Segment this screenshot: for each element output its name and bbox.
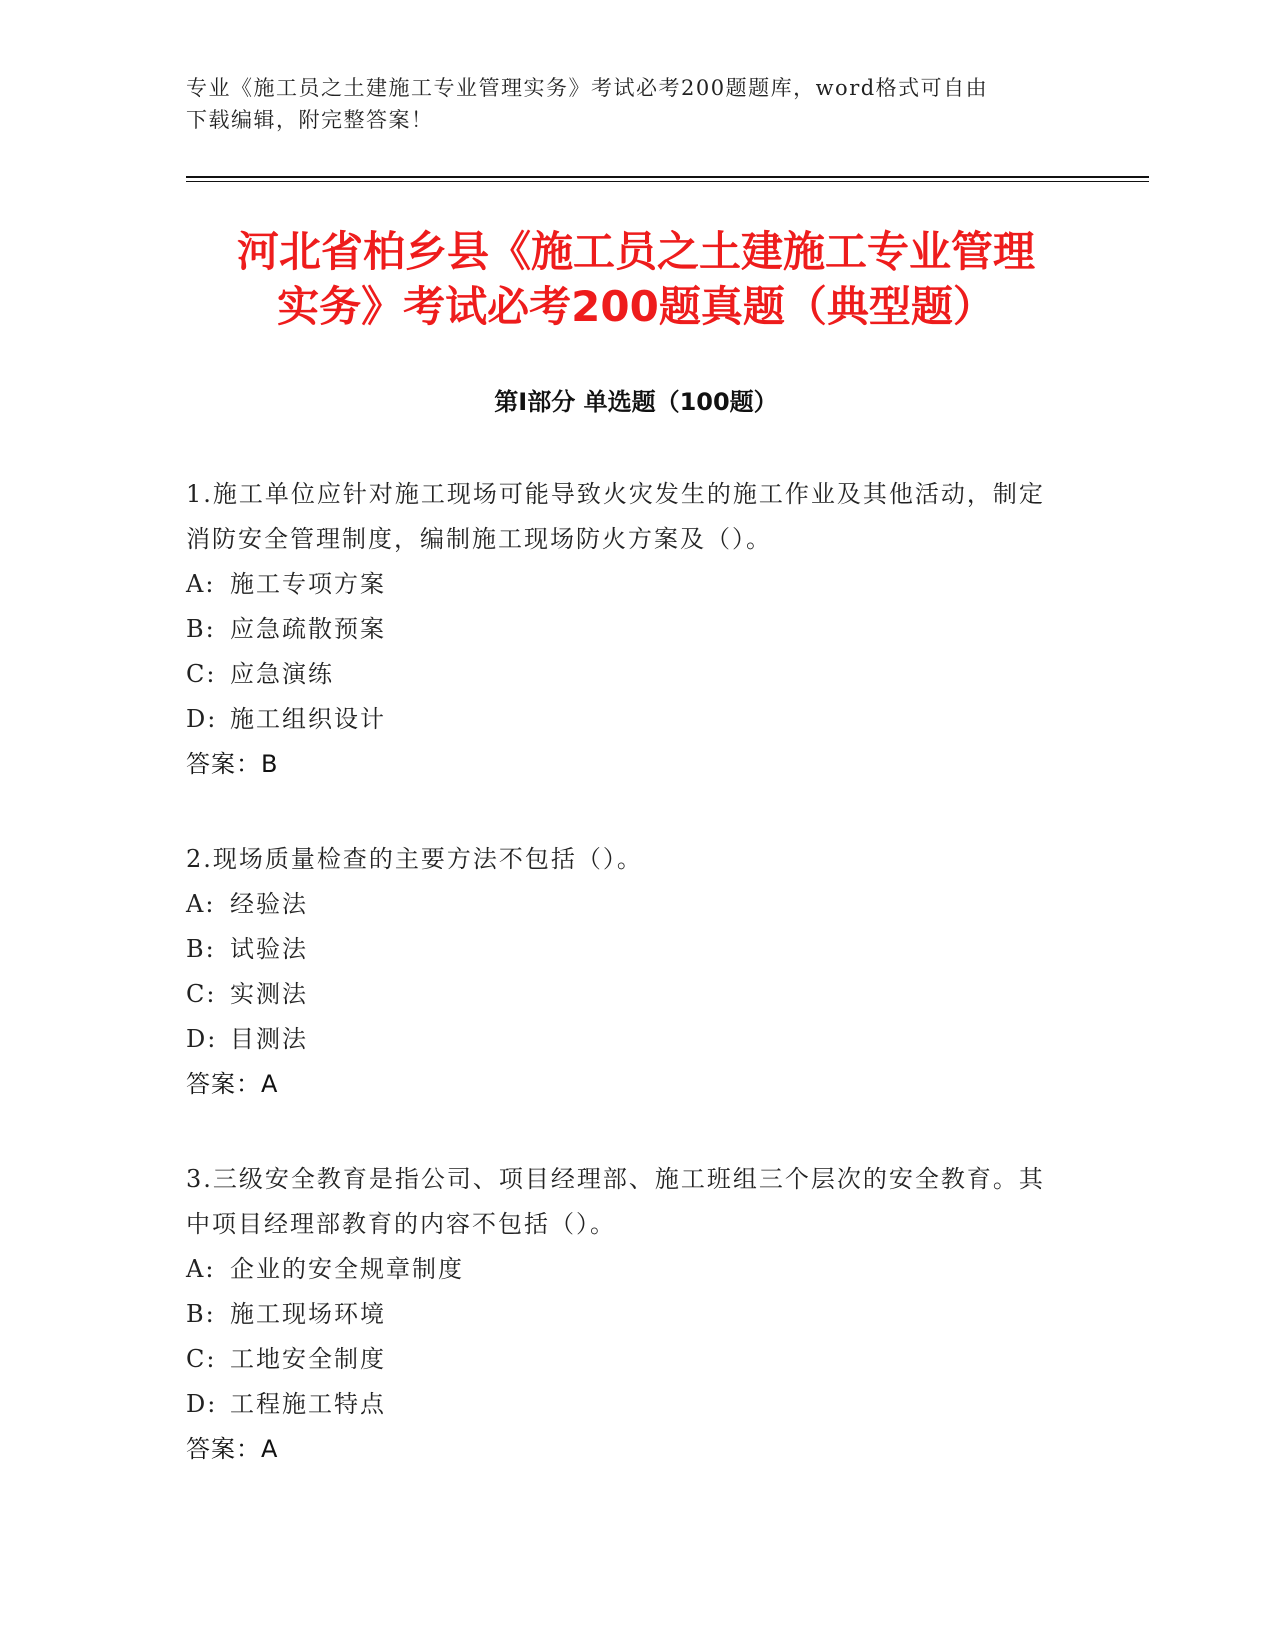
option-letter: C: [186,660,217,688]
question-3-option-d [186,1382,1066,1427]
question-2-option-c [186,972,1066,1017]
option-letter: B: [186,935,216,963]
option-text: 实测法 [230,980,308,1008]
question-1-option-b [186,607,1066,652]
question-1-text: 1.施工单位应针对施工现场可能导致火灾发生的施工作业及其他活动，制定消防安全管理制度，编制施工现场防火方案及（）。 [186,480,1045,553]
option-letter: B: [186,615,216,643]
option-letter: C: [186,1345,217,1373]
option-text: 施工组织设计 [230,705,386,733]
option-text: 经验法 [230,890,308,918]
option-text: 目测法 [230,1025,308,1053]
header-divider-thin [186,181,1149,182]
option-text: 应急演练 [230,660,334,688]
question-3-option-b [186,1292,1066,1337]
question-2-answer: 答案：A [186,1070,279,1098]
question-3-answer: 答案：A [186,1435,279,1463]
document-title-line-1: 河北省柏乡县《施工员之土建施工专业管理 [236,227,1035,276]
question-3-text: 3.三级安全教育是指公司、项目经理部、施工班组三个层次的安全教育。其中项目经理部教育的内容不包括（）。 [186,1165,1045,1238]
option-letter: D: [186,1025,218,1053]
header-note-line-1: 专业《施工员之土建施工专业管理实务》考试必考200题题库，word格式可自由 [186,76,989,100]
header-note-line-2: 下载编辑，附完整答案！ [186,108,434,132]
question-2-text: 2.现场质量检查的主要方法不包括（）。 [186,845,643,873]
option-letter: A: [186,1255,216,1283]
question-1-answer: 答案：B [186,750,279,778]
question-1-option-d [186,697,1066,742]
question-2 [186,837,1066,1107]
question-2-option-d [186,1017,1066,1062]
option-letter: C: [186,980,217,1008]
section-heading: 第Ⅰ部分 单选题（100题） [494,388,778,416]
option-letter: B: [186,1300,216,1328]
document-title-line-2: 实务》考试必考200题真题（典型题） [277,282,995,331]
option-text: 工地安全制度 [230,1345,386,1373]
question-1-option-c [186,652,1066,697]
option-letter: A: [186,890,216,918]
option-text: 施工专项方案 [230,570,386,598]
option-text: 企业的安全规章制度 [230,1255,464,1283]
header-note [186,72,1086,136]
option-letter: D: [186,705,218,733]
option-letter: D: [186,1390,218,1418]
option-text: 施工现场环境 [230,1300,386,1328]
question-3-option-a [186,1247,1066,1292]
question-2-option-b [186,927,1066,972]
question-3-option-c [186,1337,1066,1382]
question-1 [186,472,1066,787]
option-text: 应急疏散预案 [230,615,386,643]
header-divider-thick [186,176,1149,178]
option-text: 试验法 [230,935,308,963]
document-title [186,224,1086,334]
question-3 [186,1157,1066,1472]
question-1-option-a [186,562,1066,607]
question-2-option-a [186,882,1066,927]
option-letter: A: [186,570,216,598]
option-text: 工程施工特点 [230,1390,386,1418]
